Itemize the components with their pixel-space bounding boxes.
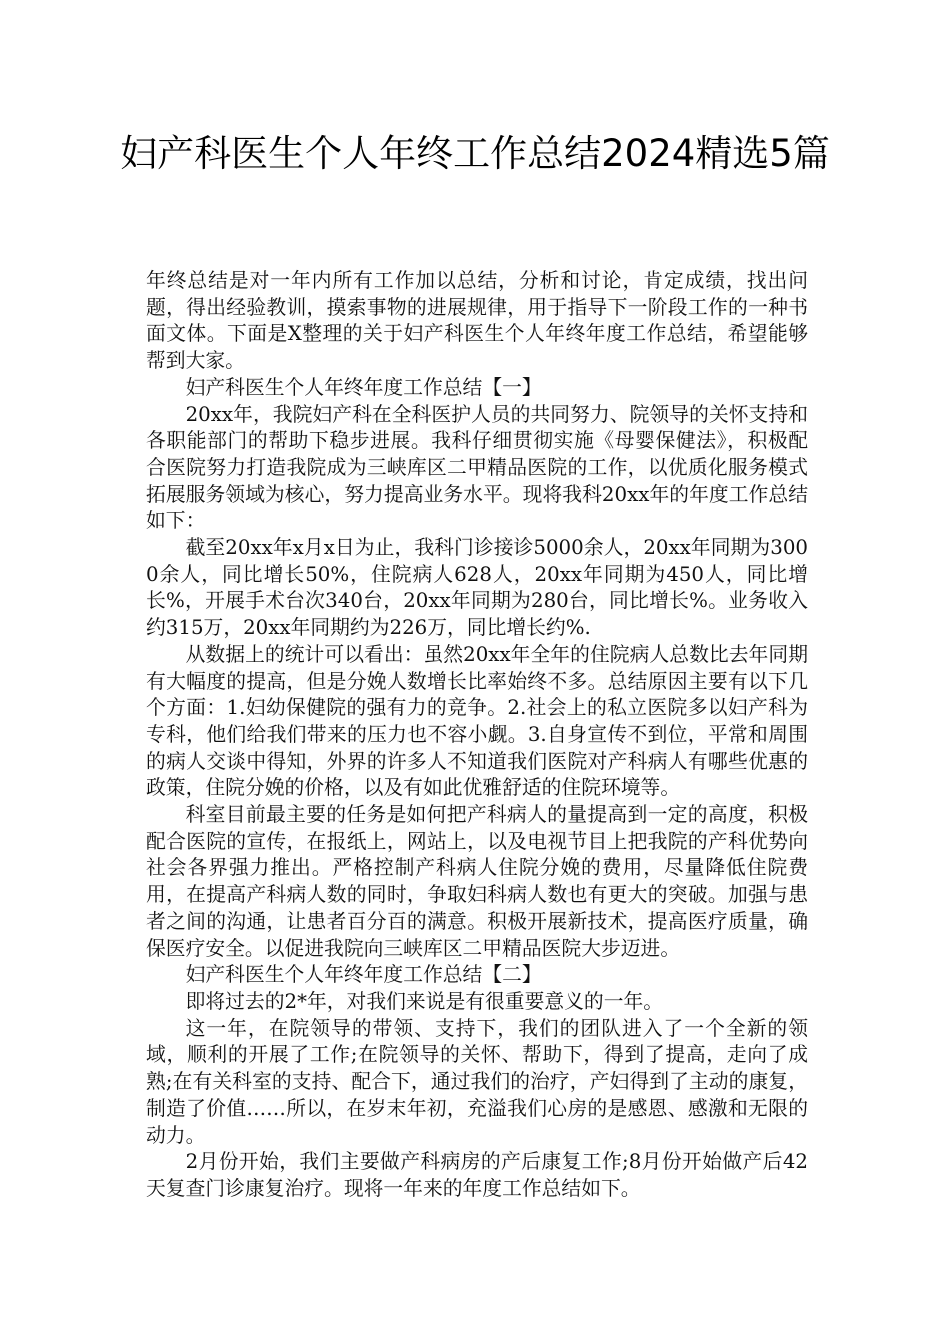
paragraph-intro: 年终总结是对一年内所有工作加以总结，分析和讨论，肯定成绩，找出问题，得出经验教训，摸索事物的进展规律，用于指导下一阶段工作的一种书面文体。下面是X整理的关于妇产科医生个人年终年度工作总结，希望能够帮到大家。	[146, 269, 808, 373]
section-heading-one: 妇产科医生个人年终年度工作总结【一】	[185, 375, 542, 399]
paragraph: 20xx年，我院妇产科在全科医护人员的共同努力、院领导的关怀支持和各职能部门的帮助下稳步进展。我科仔细贯彻实施《母婴保健法》，积极配合医院努力打造我院成为三峡库区二甲精品医院的工作，以优质化服务模式拓展服务领域为核心，努力提高业务水平。现将我科20xx年的年度工作总结如下：	[146, 402, 808, 533]
paragraph: 这一年，在院领导的带领、支持下，我们的团队进入了一个全新的领域，顺利的开展了工作;在院领导的关怀、帮助下，得到了提高，走向了成熟;在有关科室的支持、配合下，通过我们的治疗，产妇得到了主动的康复，制造了价值……所以，在岁末年初，充溢我们心房的是感恩、感激和无限的动力。	[146, 1016, 808, 1147]
paragraph: 从数据上的统计可以看出：虽然20xx年全年的住院病人总数比去年同期有大幅度的提高，但是分娩人数增长比率始终不多。总结原因主要有以下几个方面：1.妇幼保健院的强有力的竞争。2.社会上的私立医院多以妇产科为专科，他们给我们带来的压力也不容小觑。3.自身宣传不到位，平常和周围的病人交谈中得知，外界的许多人不知道我们医院对产科病人有哪些优惠的政策，住院分娩的价格，以及有如此优雅舒适的住院环境等。	[146, 642, 808, 800]
document-body	[146, 268, 808, 1203]
paragraph: 2月份开始，我们主要做产科病房的产后康复工作;8月份开始做产后42天复查门诊康复治疗。现将一年来的年度工作总结如下。	[146, 1150, 808, 1200]
paragraph: 即将过去的2*年，对我们来说是有很重要意义的一年。	[185, 989, 664, 1013]
section-heading-two: 妇产科医生个人年终年度工作总结【二】	[185, 963, 542, 987]
paragraph: 截至20xx年x月x日为止，我科门诊接诊5000余人，20xx年同期为3000余人，同比增长50%，住院病人628人，20xx年同期为450人，同比增长%，开展手术台次340台，20xx年同期为280台，同比增长%。业务收入约315万，20xx年同期约为226万，同比增长约%.	[146, 536, 808, 640]
paragraph: 科室目前最主要的任务是如何把产科病人的量提高到一定的高度，积极配合医院的宣传，在报纸上，网站上，以及电视节目上把我院的产科优势向社会各界强力推出。严格控制产科病人住院分娩的费用，尽量降低住院费用，在提高产科病人数的同时，争取妇科病人数也有更大的突破。加强与患者之间的沟通，让患者百分百的满意。积极开展新技术，提高医疗质量，确保医疗安全。以促进我院向三峡库区二甲精品医院大步迈进。	[146, 803, 808, 960]
document-title: 妇产科医生个人年终工作总结2024精选5篇	[120, 132, 830, 175]
